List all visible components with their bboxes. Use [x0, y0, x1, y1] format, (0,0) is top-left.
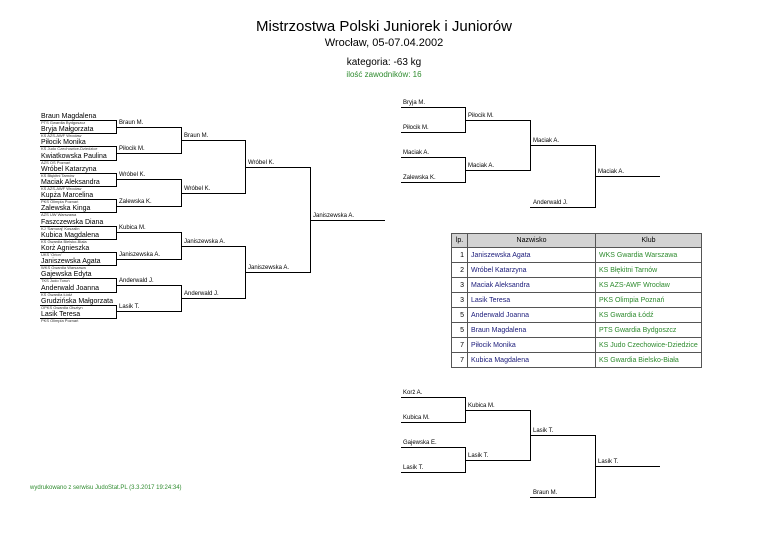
- competitor-name[interactable]: Janiszewska Agata: [41, 258, 101, 265]
- bracket-line: [116, 179, 181, 180]
- competitor-club: AZS UW Warszawa: [41, 212, 77, 217]
- competitor-club: OPKS Gwardia Olsztyn: [41, 305, 83, 310]
- repechage-late-entry[interactable]: Braun M.: [533, 490, 558, 496]
- repechage-round2[interactable]: Lasik T.: [468, 453, 489, 459]
- round3-winner[interactable]: Braun M.: [184, 133, 209, 139]
- competitor-name[interactable]: Piłocik Monika: [41, 139, 86, 146]
- bracket-line: [401, 107, 465, 108]
- bracket-line: [245, 272, 310, 273]
- round2-winner[interactable]: Zalewska K.: [119, 199, 152, 205]
- bracket-line: [465, 120, 530, 121]
- bracket-line: [116, 153, 181, 154]
- competitor-name[interactable]: Anderwald Joanna: [41, 285, 99, 292]
- competitor-count: ilość zawodników: 16: [346, 70, 422, 79]
- club-name[interactable]: KS AZS-AWF Wrocław: [596, 278, 702, 293]
- round2-winner[interactable]: Anderwald J.: [119, 278, 154, 284]
- event-subtitle: Wrocław, 05-07.04.2002: [324, 37, 444, 49]
- athlete-name[interactable]: Kubica Magdalena: [468, 353, 596, 368]
- bracket-line: [181, 140, 245, 141]
- bronze-winner[interactable]: Maciak A.: [598, 169, 625, 175]
- bracket-line: [116, 127, 181, 128]
- competitor-club: AZS OŚ Poznań: [41, 160, 71, 165]
- round3-winner[interactable]: Anderwald J.: [184, 291, 219, 297]
- bracket-line: [401, 447, 465, 448]
- competitor-name[interactable]: Wróbel Katarzyna: [41, 166, 97, 173]
- bracket-line: [401, 157, 465, 158]
- bracket-line: [245, 167, 310, 168]
- competitor-name[interactable]: Gajewska Edyta: [41, 271, 92, 278]
- results-table: [451, 233, 702, 368]
- bracket-line: [401, 472, 465, 473]
- bracket-line: [116, 311, 181, 312]
- print-footer: wydrukowano z serwisu JudoStat.PL (3.3.2017 19:24:34): [30, 485, 182, 491]
- repechage-entry[interactable]: Kubica M.: [403, 415, 430, 421]
- competitor-club: KS Judo Czechowice-Dziedzice: [41, 146, 98, 151]
- table-row: [452, 353, 702, 368]
- repechage-round2[interactable]: Kubica M.: [468, 403, 495, 409]
- competitor-name[interactable]: Grudzińska Małgorzata: [41, 298, 113, 305]
- club-name[interactable]: KS Gwardia Łódź: [596, 308, 702, 323]
- round2-winner[interactable]: Wróbel K.: [119, 172, 146, 178]
- club-name[interactable]: KS Błękitni Tarnów: [596, 263, 702, 278]
- club-name[interactable]: PTS Gwardia Bydgoszcz: [596, 323, 702, 338]
- repechage-round3[interactable]: Lasik T.: [533, 428, 554, 434]
- bracket-line: [530, 435, 595, 436]
- page-title: Mistrzostwa Polski Juniorek i Juniorów: [256, 18, 512, 35]
- repechage-round2[interactable]: Maciak A.: [468, 163, 495, 169]
- bracket-line: [595, 176, 660, 177]
- bracket-line: [530, 207, 595, 208]
- table-row: [452, 338, 702, 353]
- competitor-club: KJ 'Samuraj' Koszalin: [41, 226, 80, 231]
- bracket-line: [595, 466, 660, 467]
- repechage-late-entry[interactable]: Anderwald J.: [533, 200, 568, 206]
- competitor-club: WKS Gwardia Warszawa: [41, 265, 86, 270]
- repechage-entry[interactable]: Korż A.: [403, 390, 423, 396]
- results-header-row: [452, 234, 702, 248]
- bracket-line: [530, 497, 595, 498]
- competitor-club: KS AZS-AWF Wrocław: [41, 133, 82, 138]
- repechage-entry[interactable]: Maciak A.: [403, 150, 430, 156]
- table-row: [452, 248, 702, 263]
- table-row: [452, 263, 702, 278]
- repechage-entry[interactable]: Piłocik M.: [403, 125, 429, 131]
- header-club: Klub: [596, 234, 702, 248]
- competitor-club: TKS Judo Toruń: [41, 278, 70, 283]
- competitor-name[interactable]: Kwiatkowska Paulina: [41, 153, 107, 160]
- repechage-entry[interactable]: Zalewska K.: [403, 175, 436, 181]
- bracket-line: [181, 298, 245, 299]
- competitor-club: KS Gwardia Łódź: [41, 292, 73, 297]
- round3-winner[interactable]: Janiszewska A.: [184, 239, 226, 245]
- table-row: [452, 293, 702, 308]
- final-winner[interactable]: Janiszewska A.: [313, 213, 355, 219]
- round2-winner[interactable]: Janiszewska A.: [119, 252, 161, 258]
- bracket-line: [116, 173, 117, 187]
- repechage-entry[interactable]: Bryja M.: [403, 100, 426, 106]
- competitor-club: PTS Gwardia Bydgoszcz: [41, 120, 86, 125]
- header-lp: lp.: [452, 234, 468, 248]
- bracket-line: [116, 226, 117, 240]
- bracket-line: [465, 460, 530, 461]
- athlete-name[interactable]: Maciak Aleksandra: [468, 278, 596, 293]
- athlete-name[interactable]: Piłocik Monika: [468, 338, 596, 353]
- club-name[interactable]: PKS Olimpia Poznań: [596, 293, 702, 308]
- competitor-name[interactable]: Bryja Małgorzata: [41, 126, 94, 133]
- bracket-line: [116, 232, 181, 233]
- place: 7: [452, 338, 468, 353]
- athlete-name[interactable]: Lasik Teresa: [468, 293, 596, 308]
- competitor-club: PKS Olimpia Poznań: [41, 199, 79, 204]
- repechage-round3[interactable]: Maciak A.: [533, 138, 560, 144]
- club-name[interactable]: KS Gwardia Bielsko-Biała: [596, 353, 702, 368]
- competitor-name[interactable]: Lasik Teresa: [41, 311, 81, 318]
- bracket-line: [401, 422, 465, 423]
- bracket-line: [116, 285, 181, 286]
- header-name: Nazwisko: [468, 234, 596, 248]
- bracket-line: [465, 170, 530, 171]
- competitor-club: UKS 'Orion': [41, 252, 62, 257]
- table-row: [452, 308, 702, 323]
- place: 3: [452, 293, 468, 308]
- bracket-line: [116, 206, 181, 207]
- competitor-name[interactable]: Faszczewska Diana: [41, 219, 104, 226]
- bracket-line: [116, 305, 117, 319]
- bracket-line: [310, 220, 385, 221]
- table-row: [452, 278, 702, 293]
- repechage-entry[interactable]: Gajewska E.: [403, 440, 437, 446]
- round2-winner[interactable]: Lasik T.: [119, 304, 140, 310]
- table-row: [452, 323, 702, 338]
- athlete-name[interactable]: Janiszewska Agata: [468, 248, 596, 263]
- round2-winner[interactable]: Piłocik M.: [119, 146, 145, 152]
- place: 2: [452, 263, 468, 278]
- athlete-name[interactable]: Braun Magdalena: [468, 323, 596, 338]
- athlete-name[interactable]: Anderwald Joanna: [468, 308, 596, 323]
- round3-winner[interactable]: Wróbel K.: [184, 186, 211, 192]
- place: 5: [452, 323, 468, 338]
- competitor-name[interactable]: Korż Agnieszka: [41, 245, 90, 252]
- competitor-name[interactable]: Kupża Marcelina: [41, 192, 94, 199]
- athlete-name[interactable]: Wróbel Katarzyna: [468, 263, 596, 278]
- competitor-club: KS Błękitni Tarnów: [41, 173, 75, 178]
- club-name[interactable]: KS Judo Czechowice-Dziedzice: [596, 338, 702, 353]
- competitor-name[interactable]: Maciak Aleksandra: [41, 179, 100, 186]
- semifinal-winner[interactable]: Janiszewska A.: [248, 265, 290, 271]
- place: 5: [452, 308, 468, 323]
- competitor-name[interactable]: Kubica Magdalena: [41, 232, 99, 239]
- bracket-line: [116, 259, 181, 260]
- competitor-club: KS Gwardia Bielsko-Biała: [41, 239, 87, 244]
- place: 3: [452, 278, 468, 293]
- bracket-line: [401, 132, 465, 133]
- semifinal-winner[interactable]: Wróbel K.: [248, 160, 275, 166]
- place: 1: [452, 248, 468, 263]
- competitor-club: PKS Olimpia Poznań: [41, 318, 79, 323]
- competitor-name[interactable]: Braun Magdalena: [41, 113, 97, 120]
- bracket-line: [530, 145, 595, 146]
- bracket-line: [465, 410, 530, 411]
- weight-category: kategoria: -63 kg: [346, 57, 422, 68]
- competitor-club: KS AZS-AWF Wrocław: [41, 186, 82, 191]
- bracket-line: [181, 193, 245, 194]
- place: 7: [452, 353, 468, 368]
- competitor-name[interactable]: Zalewska Kinga: [41, 205, 91, 212]
- repechage-round2[interactable]: Piłocik M.: [468, 113, 494, 119]
- club-name[interactable]: WKS Gwardia Warszawa: [596, 248, 702, 263]
- round2-winner[interactable]: Kubica M.: [119, 225, 146, 231]
- round2-winner[interactable]: Braun M.: [119, 120, 144, 126]
- repechage-entry[interactable]: Lasik T.: [403, 465, 424, 471]
- bronze-winner[interactable]: Lasik T.: [598, 459, 619, 465]
- bracket-line: [181, 246, 245, 247]
- bracket-line: [401, 397, 465, 398]
- bracket-line: [401, 182, 465, 183]
